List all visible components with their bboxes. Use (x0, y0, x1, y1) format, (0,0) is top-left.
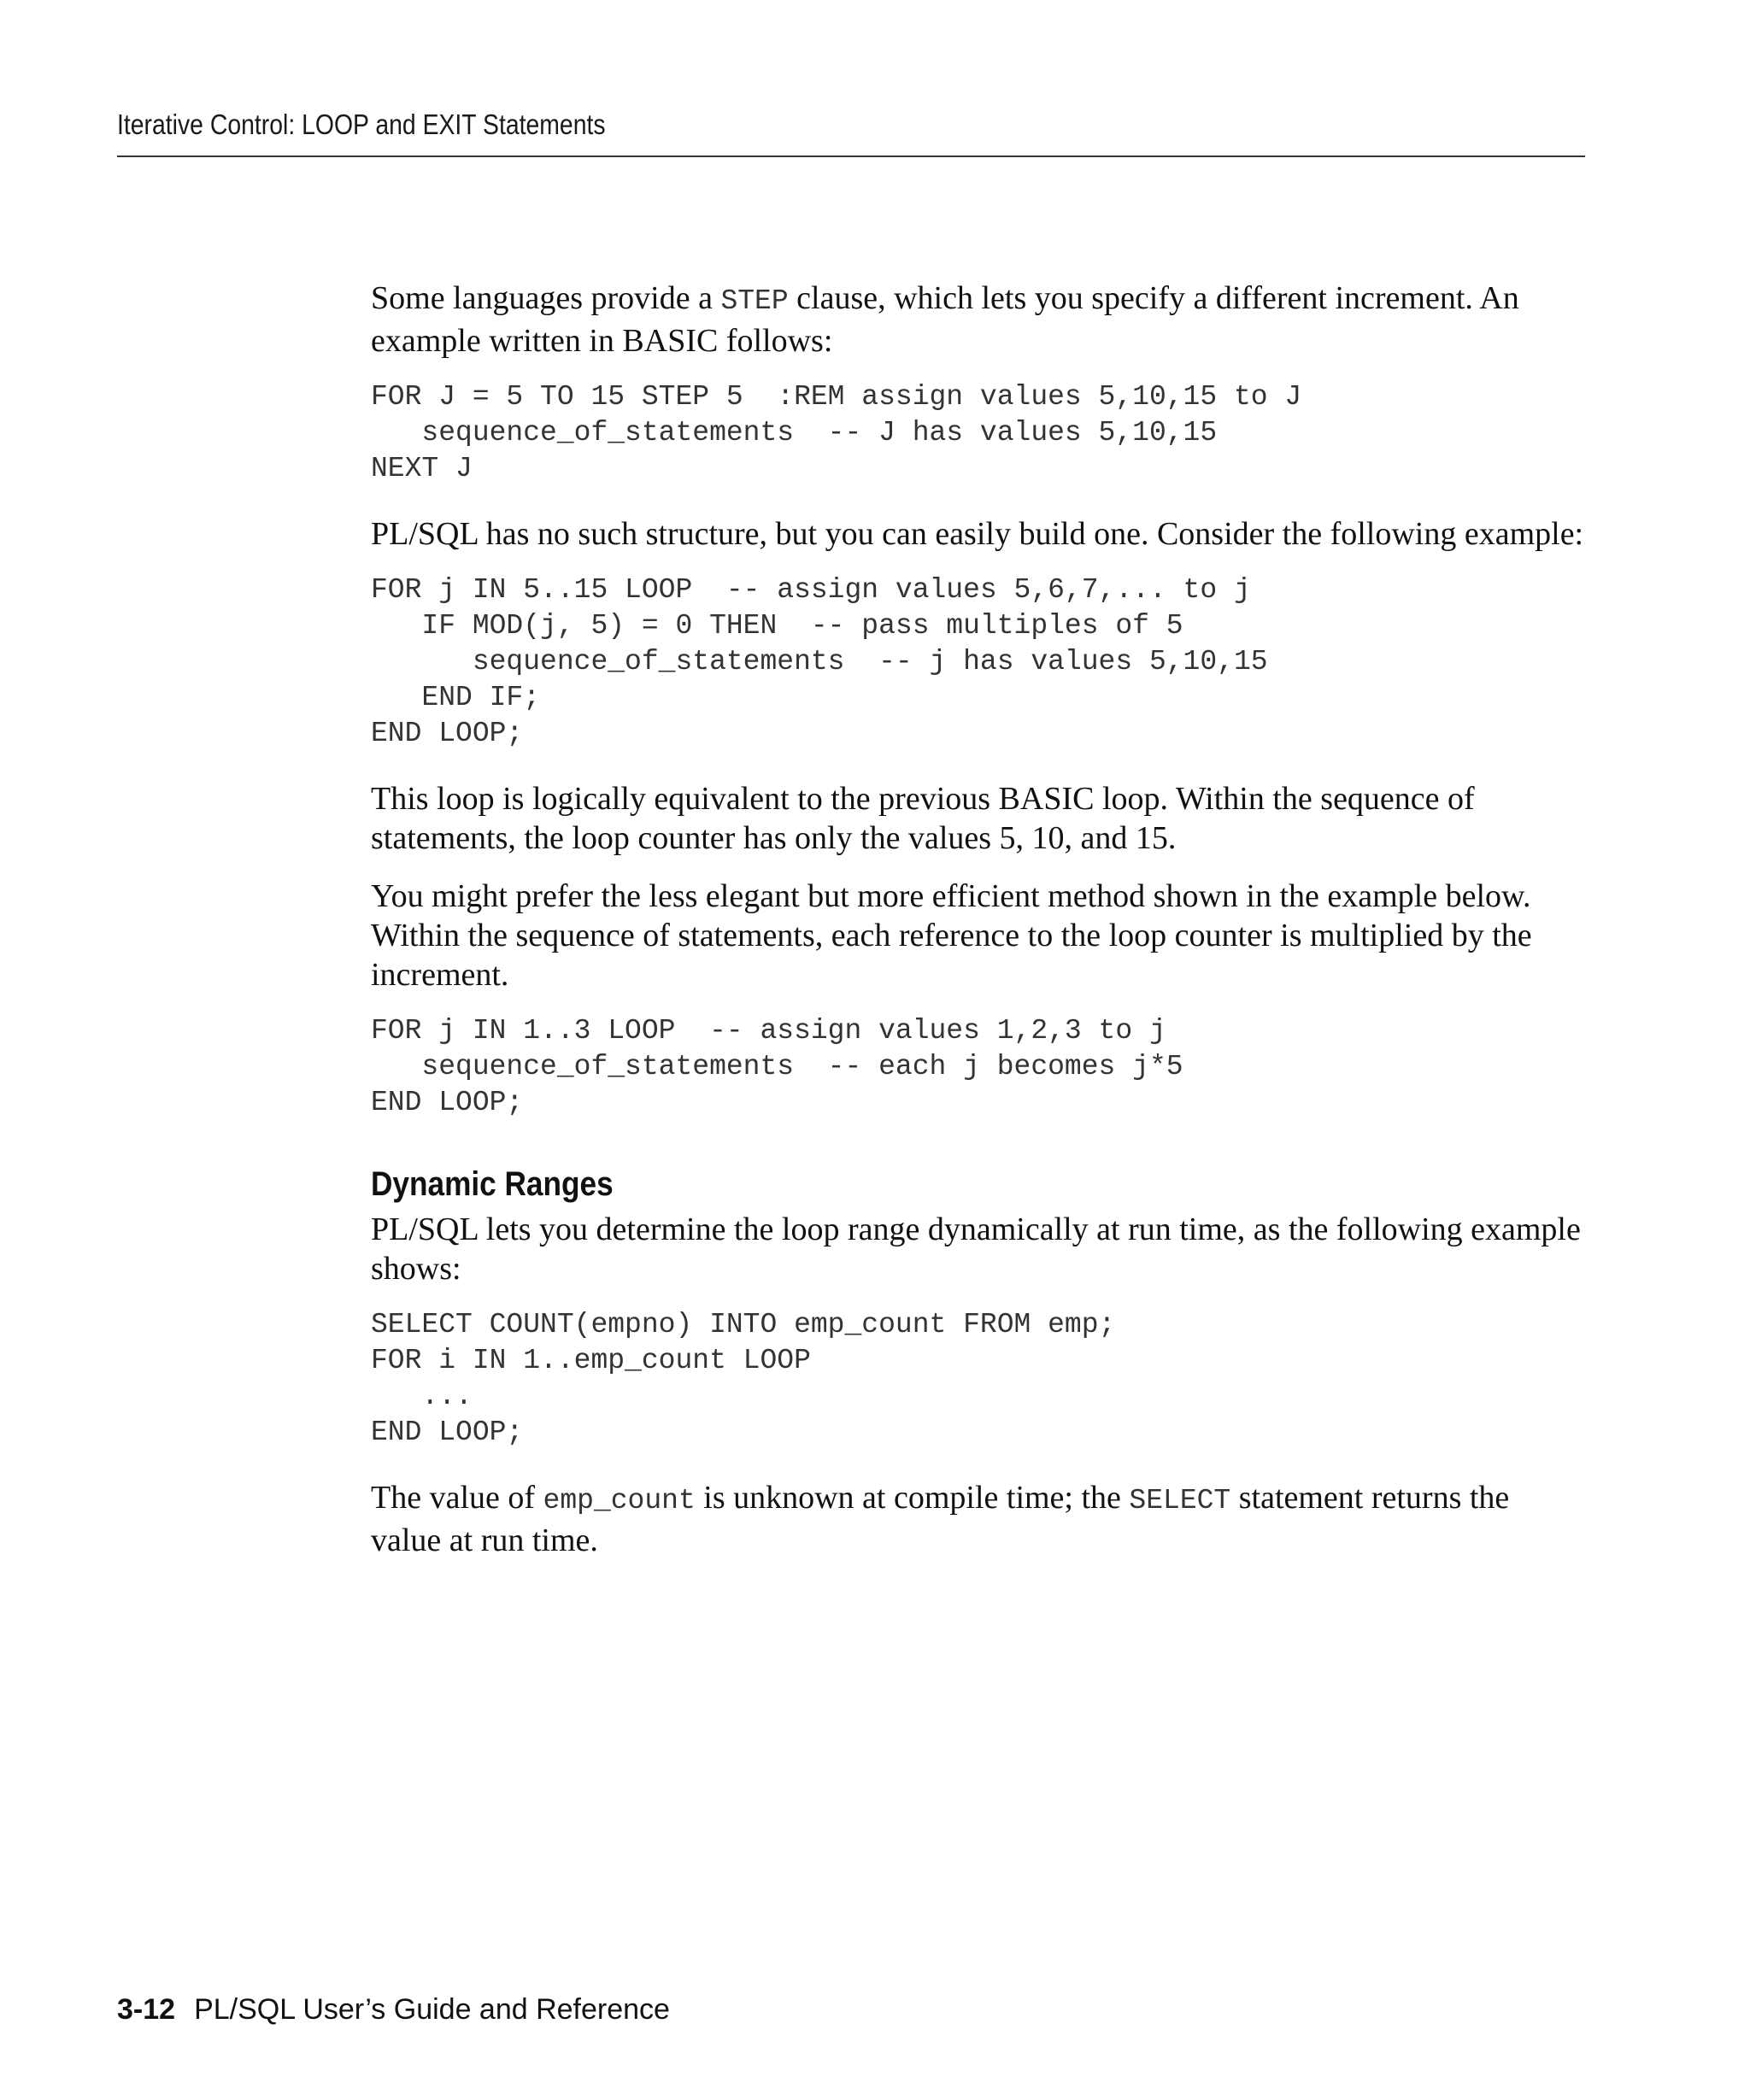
section-heading-dynamic-ranges: Dynamic Ranges (371, 1165, 614, 1203)
code-block-basic: FOR J = 5 TO 15 STEP 5 :REM assign values 5,10,15 to J sequence_of_statements -- J has values 5,10,15 NEXT J (371, 381, 1302, 484)
paragraph-efficient-method: You might prefer the less elegant but more efficient method shown in the example below. Within the sequence of statements, each reference to the loop counter is multiplied by the increment. (371, 878, 1532, 993)
text-run: Some languages provide a (371, 280, 721, 316)
text-run: is unknown at compile time; the (695, 1480, 1130, 1516)
text-run: clause, which lets you specify a different increment. An example written in BASIC follows: (371, 280, 1519, 359)
inline-code-emp-count: emp_count (543, 1485, 696, 1516)
code-block-emp-count: SELECT COUNT(empno) INTO emp_count FROM emp; FOR i IN 1..emp_count LOOP ... END LOOP; (371, 1309, 1116, 1448)
page-footer (117, 1992, 670, 2027)
page-number: 3-12 (117, 1993, 176, 2026)
code-block-multiply: FOR j IN 1..3 LOOP -- assign values 1,2,3 to j sequence_of_statements -- each j becomes j*5 END LOOP; (371, 1015, 1183, 1118)
header-title: Iterative Control: LOOP and EXIT Statements (117, 109, 606, 140)
text-run: statement returns the value at run time. (371, 1480, 1510, 1558)
book-title: PL/SQL User’s Guide and Reference (194, 1993, 670, 2026)
page-content (371, 279, 1584, 1560)
inline-code-select: SELECT (1129, 1485, 1231, 1516)
paragraph-logically-equivalent: This loop is logically equivalent to the previous BASIC loop. Within the sequence of statements, the loop counter has only the values 5, 10, and 15. (371, 781, 1475, 856)
running-header (117, 108, 1585, 157)
paragraph-emp-count (371, 1478, 1584, 1560)
text-run: The value of (371, 1480, 543, 1516)
inline-code-step: STEP (720, 285, 789, 317)
paragraph-plsql-no-structure: PL/SQL has no such structure, but you can easily build one. Consider the following example: (371, 516, 1584, 552)
code-block-mod-loop: FOR j IN 5..15 LOOP -- assign values 5,6,7,... to j IF MOD(j, 5) = 0 THEN -- pass multiples of 5 sequence_of_statements -- j has values 5,10,15 END IF; END LOOP; (371, 574, 1268, 749)
paragraph-dynamic-range: PL/SQL lets you determine the loop range dynamically at run time, as the following example shows: (371, 1211, 1581, 1287)
paragraph-step-clause (371, 279, 1584, 361)
